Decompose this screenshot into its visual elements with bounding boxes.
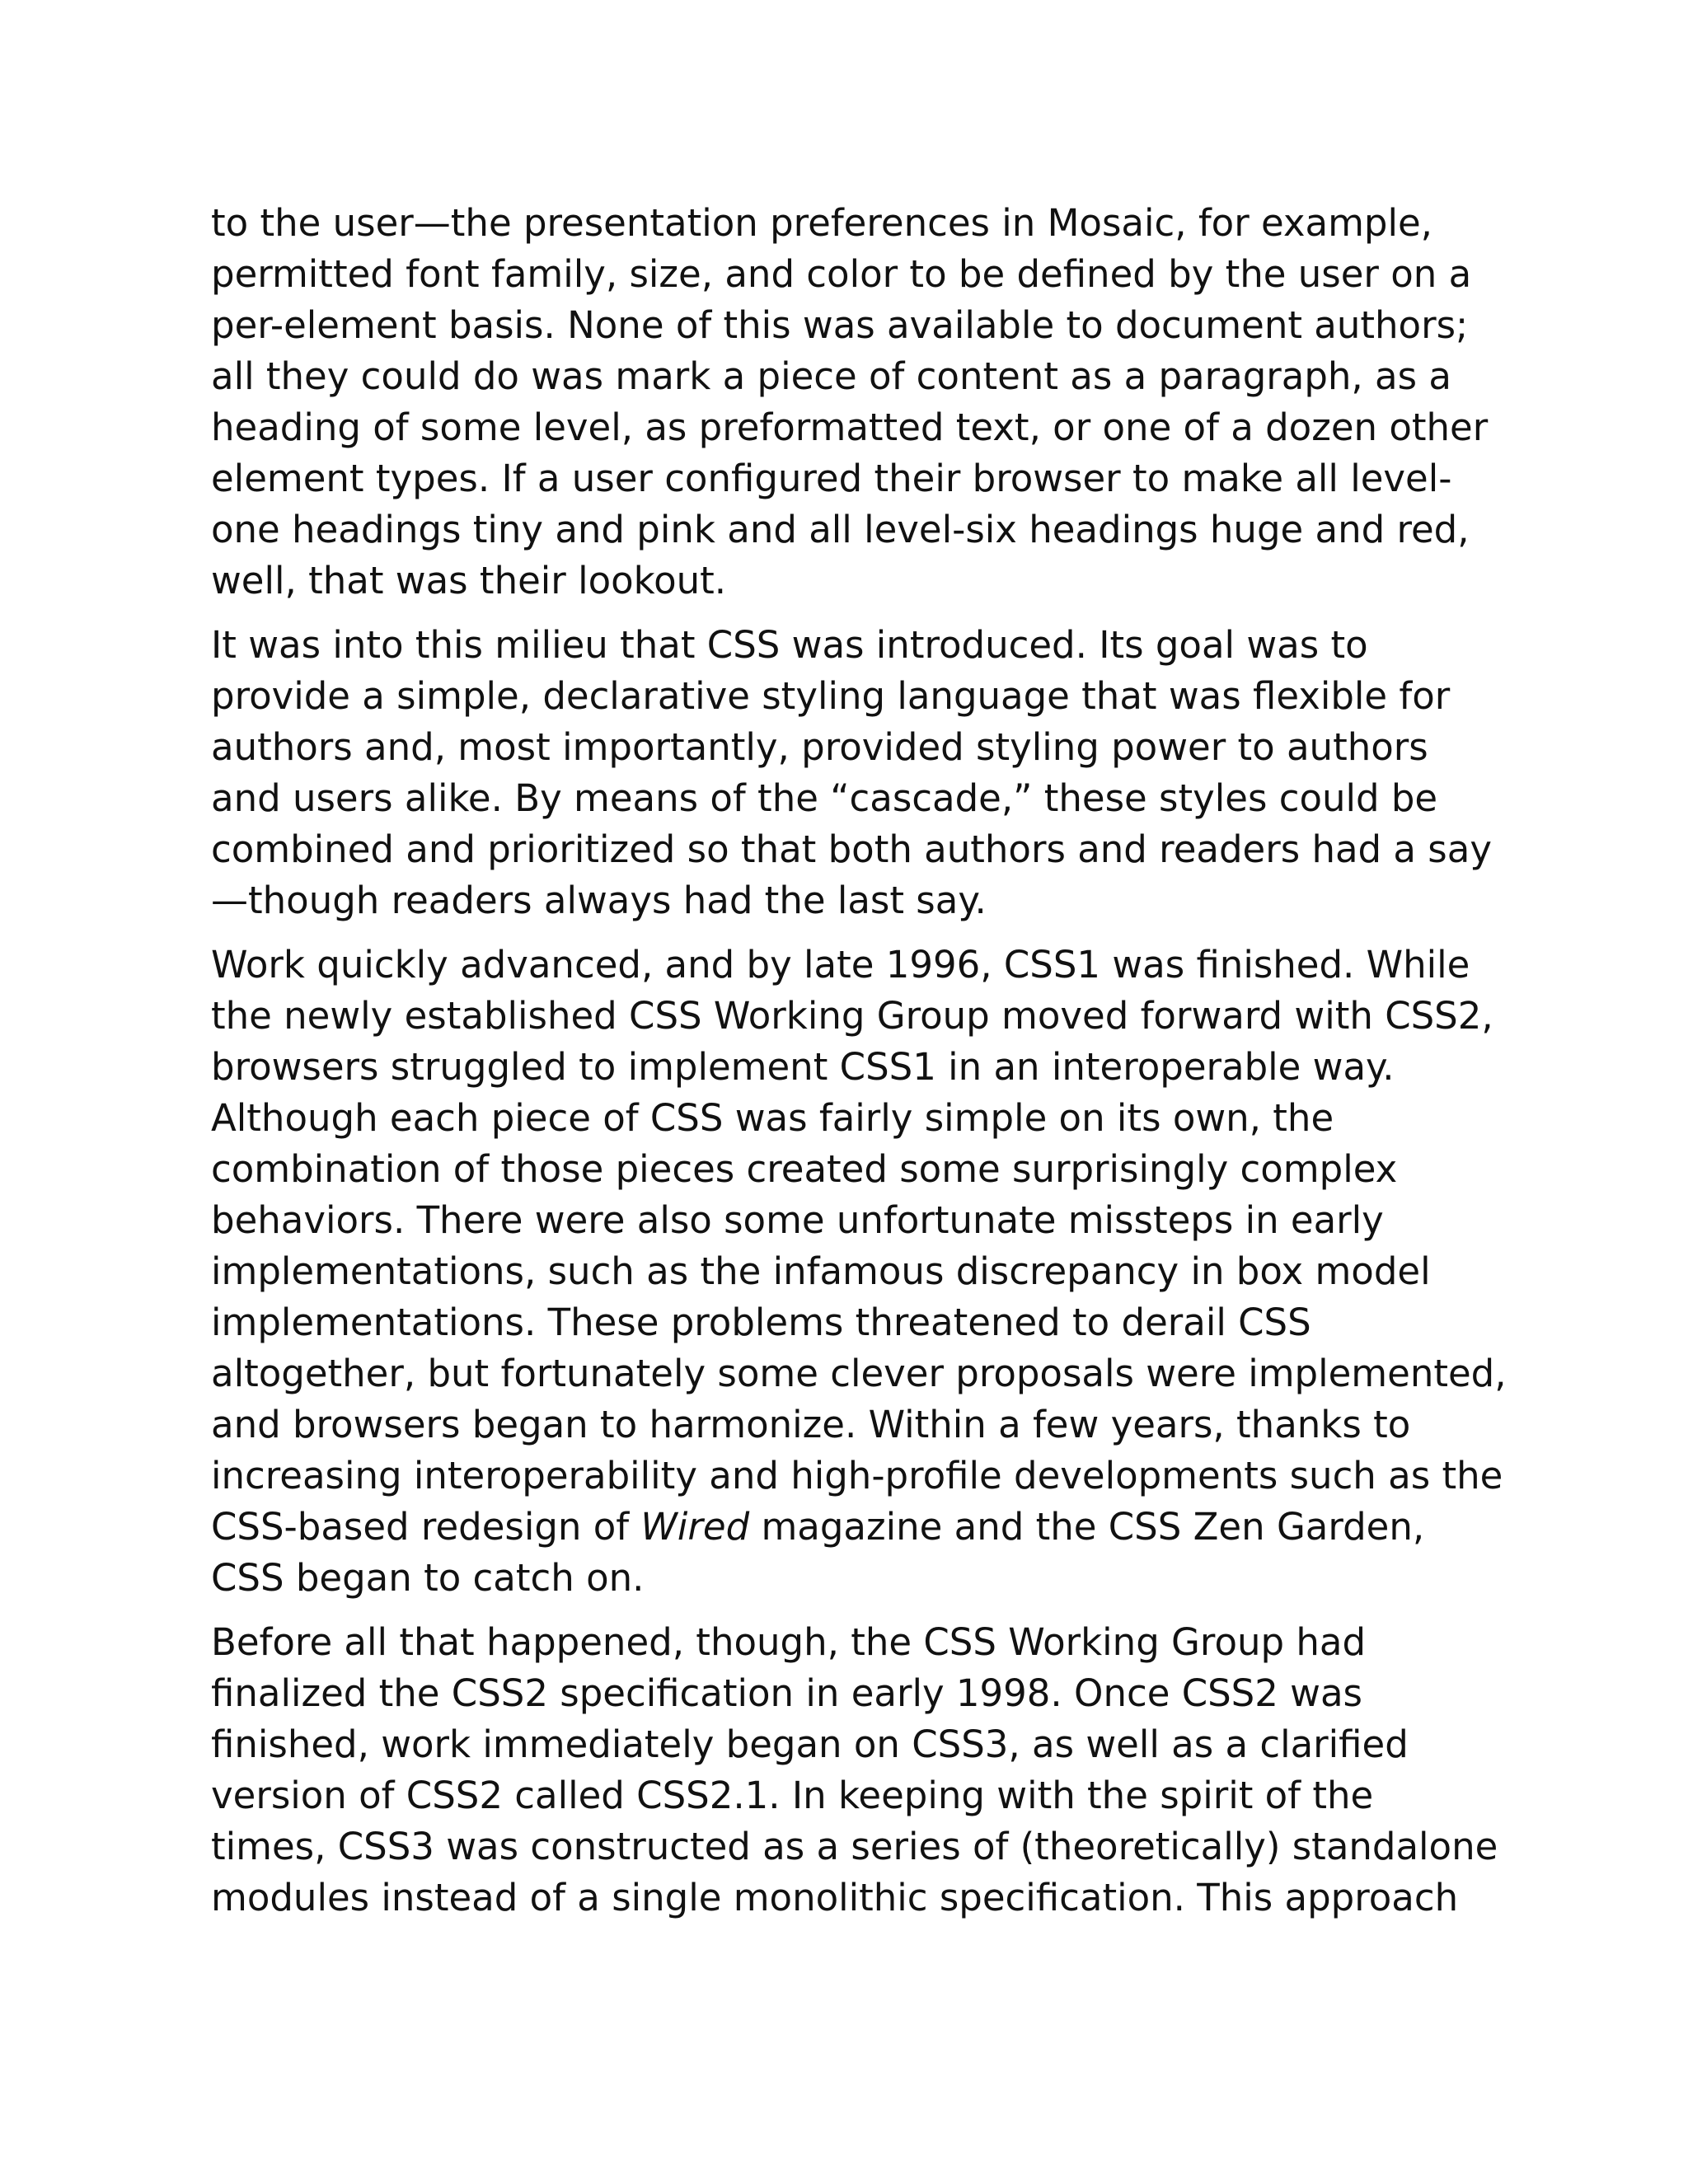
text-line [211, 1144, 1480, 1195]
text-segment: increasing interoperability and high-profile developments such as the [211, 1454, 1503, 1497]
text-segment: Work quickly advanced, and by late 1996, CSS1 was finished. While [211, 943, 1470, 987]
text-line [211, 722, 1480, 773]
text-line [211, 1553, 1480, 1604]
text-segment: combined and prioritized so that both authors and readers had a say [211, 827, 1492, 871]
text-line [211, 249, 1480, 300]
text-segment: browsers struggled to implement CSS1 in an interoperable way. [211, 1045, 1395, 1089]
paragraph [211, 620, 1492, 926]
text-line [211, 453, 1480, 504]
text-segment: the newly established CSS Working Group moved forward with CSS2, [211, 994, 1493, 1038]
text-segment: Although each piece of CSS was fairly simple on its own, the [211, 1096, 1334, 1140]
paragraph [211, 1617, 1498, 1924]
paragraph [211, 940, 1507, 1604]
text-segment: behaviors. There were also some unfortunate missteps in early [211, 1198, 1384, 1242]
text-segment: altogether, but fortunately some clever proposals were implemented, [211, 1352, 1507, 1395]
text-line [211, 300, 1480, 351]
text-line [211, 991, 1493, 1042]
text-line [211, 1617, 1480, 1668]
text-segment: and users alike. By means of the “cascade,” these styles could be [211, 776, 1438, 820]
text-line [211, 1195, 1480, 1246]
text-segment: implementations. These problems threatened to derail CSS [211, 1301, 1311, 1344]
text-segment: provide a simple, declarative styling language that was flexible for [211, 674, 1451, 718]
paragraph [211, 198, 1489, 607]
text-line [211, 351, 1480, 402]
text-segment: authors and, most importantly, provided styling power to authors [211, 725, 1428, 769]
text-segment: per-element basis. None of this was available to document authors; [211, 303, 1469, 347]
text-segment: permitted font family, size, and color to be defined by the user on a [211, 252, 1472, 296]
body-text [211, 198, 1507, 1937]
text-segment: to the user—the presentation preferences in Mosaic, for example, [211, 201, 1432, 245]
text-line [211, 671, 1480, 722]
text-line [211, 1821, 1498, 1872]
text-line [211, 1042, 1480, 1093]
text-segment: heading of some level, as preformatted text, or one of a dozen other [211, 405, 1489, 449]
text-segment: and browsers began to harmonize. Within a few years, thanks to [211, 1403, 1411, 1446]
text-segment: implementations, such as the infamous discrepancy in box model [211, 1249, 1431, 1293]
text-segment: CSS-based redesign of [211, 1505, 641, 1549]
italic-text-segment: Wired [640, 1505, 750, 1549]
text-segment: modules instead of a single monolithic specification. This approach [211, 1876, 1459, 1919]
text-segment: —though readers always had the last say. [211, 879, 987, 922]
text-line [211, 402, 1489, 453]
text-segment: version of CSS2 called CSS2.1. In keeping with the spirit of the [211, 1774, 1374, 1817]
text-line [211, 1719, 1480, 1770]
text-segment: finalized the CSS2 specification in early 1998. Once CSS2 was [211, 1671, 1362, 1715]
text-line [211, 1246, 1480, 1297]
text-line [211, 555, 1480, 607]
text-segment: combination of those pieces created some surprisingly complex [211, 1147, 1398, 1191]
text-line [211, 1348, 1507, 1399]
text-line [211, 1093, 1480, 1144]
text-line [211, 1297, 1480, 1348]
text-line [211, 1872, 1480, 1924]
text-segment: one headings tiny and pink and all level-six headings huge and red, [211, 508, 1470, 551]
text-line [211, 940, 1480, 991]
text-line [211, 620, 1480, 671]
text-line [211, 824, 1492, 875]
text-segment: Before all that happened, though, the CSS Working Group had [211, 1620, 1367, 1664]
text-segment: well, that was their lookout. [211, 559, 727, 602]
text-line [211, 504, 1480, 555]
text-segment: CSS began to catch on. [211, 1556, 645, 1600]
text-line [211, 875, 1480, 926]
text-segment: finished, work immediately began on CSS3, as well as a clarified [211, 1722, 1409, 1766]
text-line [211, 1668, 1480, 1719]
text-line [211, 1502, 1480, 1553]
text-line [211, 773, 1480, 824]
text-line [211, 1770, 1480, 1821]
text-segment: It was into this milieu that CSS was introduced. Its goal was to [211, 623, 1368, 667]
text-segment: magazine and the CSS Zen Garden, [749, 1505, 1425, 1549]
text-line [211, 1451, 1503, 1502]
text-line [211, 1399, 1480, 1451]
text-segment: times, CSS3 was constructed as a series of (theoretically) standalone [211, 1825, 1498, 1868]
text-segment: element types. If a user configured their browser to make all level- [211, 457, 1452, 500]
text-segment: all they could do was mark a piece of content as a paragraph, as a [211, 354, 1451, 398]
text-line [211, 198, 1480, 249]
